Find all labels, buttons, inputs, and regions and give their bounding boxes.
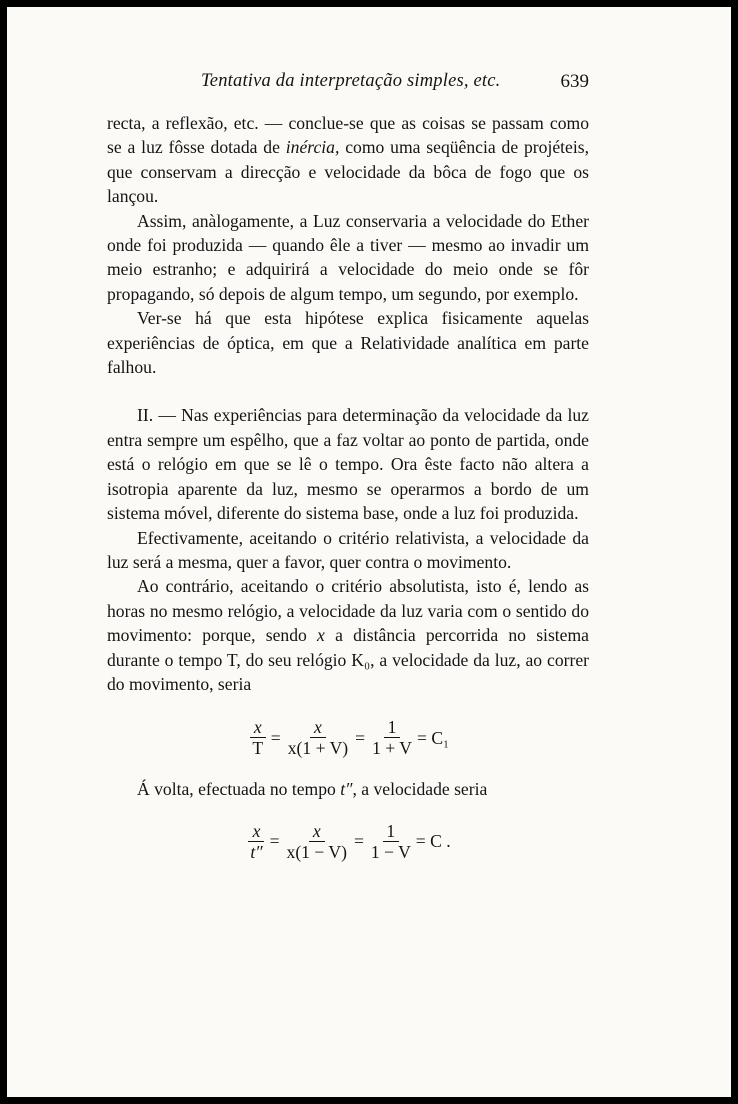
fraction-1-over-1minusV: $\frac{1}{1 - V}$: [370, 820, 411, 862]
fraction-x-over-x1plusV: $\frac{x}{x(1 + V)}$: [287, 717, 349, 759]
variable-x: x: [317, 625, 325, 646]
emphasis-inercia: inércia,: [285, 137, 340, 158]
fraction-x-over-t: $\frac{x}{t''}$: [250, 820, 263, 862]
paragraph-4: II. — Nas experiências para determinação da velocidade da luz entra sempre um espêlho, que a faz voltar ao ponto de partida, onde está o relógio em que se lê o tempo. Ora êste facto não altera a isotropia aparente da luz, mesmo se operarmos a bordo de um sistema móvel, diferente do sistema base, onde a luz foi produzida.: [107, 405, 589, 524]
running-title: Tentativa da interpretação simples, etc.: [201, 71, 501, 91]
paragraph-2: Assim, anàlogamente, a Luz conservaria a velocidade do Ether onde foi produzida — quando êle a tiver — mesmo ao invadir um meio estranho; e adquirirá a velocidade do meio onde se fôr propagando, só depois de algum tempo, um segundo, por exemplo.: [107, 210, 589, 304]
paragraph-5: Efectivamente, aceitando o critério relativista, a velocidade da luz será a mesma, quer a favor, quer contra o movimento.: [107, 527, 589, 572]
fraction-x-over-T: $\frac{x}{T}$: [250, 718, 266, 757]
paragraph-1: recta, a reflexão, etc. — conclue-se que as coisas se passam como se a luz fôsse dotada de inércia, como uma seqüência de projéteis, que conservam a direcção e velocidade da bôca de fogo que os lançou.: [107, 113, 589, 207]
formula-return: $\frac{x}{t''}$ = $\frac{x}{x(1 - V)}$ = $\frac{1}{1 - V}$ = C .: [250, 820, 451, 862]
paragraph-3: Ver-se há que esta hipótese explica fisicamente aquelas experiências de óptica, em que a Relatividade analítica em parte falhou.: [107, 308, 589, 378]
page-header: [107, 71, 589, 95]
body-text: [107, 111, 589, 861]
paragraph-7: Á volta, efectuada no tempo t″, a velocidade seria: [137, 779, 488, 800]
paragraph-6: Ao contrário, aceitando o critério absolutista, isto é, lendo as horas no mesmo relógio, a velocidade da luz varia com o sentido do movimento: porque, sendo x a distância percorrida no sistema durante o tempo T, do seu relógio K₀, a velocidade da luz, ao correr do movimento, seria: [107, 576, 589, 694]
variable-t: t″: [340, 779, 353, 800]
page-number: 639: [560, 71, 589, 92]
result-c: = C .: [415, 831, 451, 852]
result-c1: = C₁: [417, 727, 450, 748]
formula-forward: $\frac{x}{T}$ = $\frac{x}{x(1 + V)}$ = $\frac{1}{1 + V}$ = C₁: [107, 712, 589, 757]
fraction-1-over-1plusV: $\frac{1}{1 + V}$: [372, 717, 412, 759]
fraction-x-over-x1minusV: $\frac{x}{x(1 - V)}$: [286, 820, 347, 862]
book-page: [7, 7, 731, 1097]
